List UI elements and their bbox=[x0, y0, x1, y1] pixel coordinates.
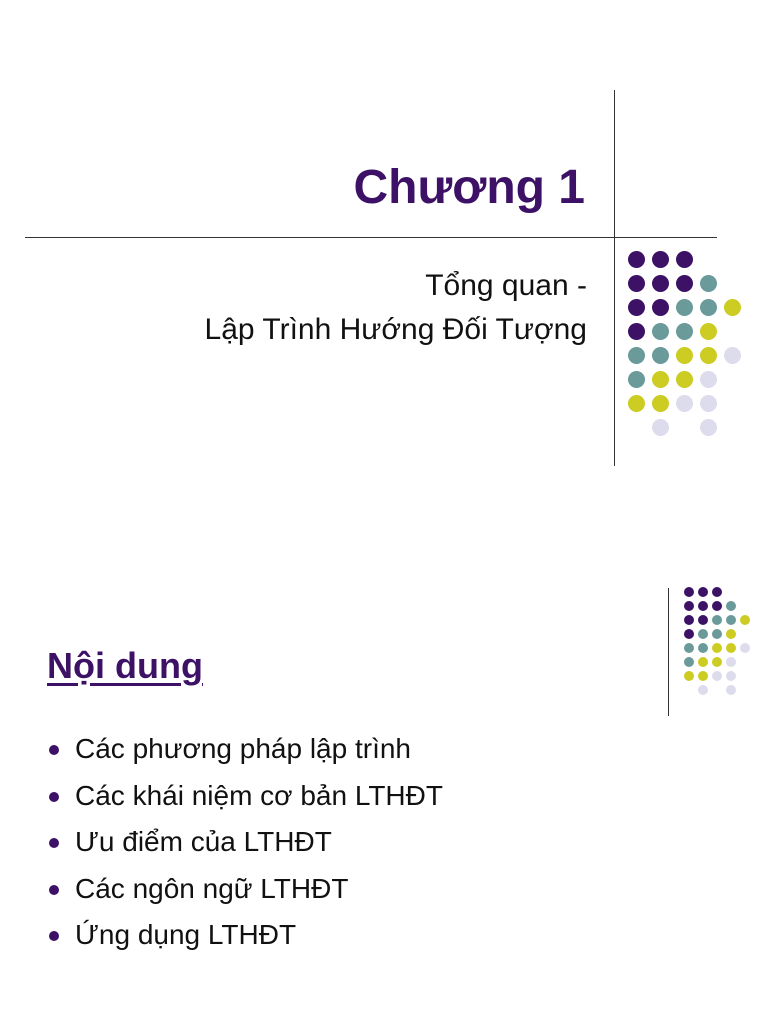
vertical-divider-small bbox=[668, 588, 669, 716]
decorative-dot bbox=[684, 671, 694, 681]
decorative-dot bbox=[700, 347, 717, 364]
decorative-dot bbox=[712, 657, 722, 667]
decorative-dot bbox=[652, 323, 669, 340]
decorative-dot bbox=[726, 615, 736, 625]
bullet-icon bbox=[49, 792, 59, 802]
list-item bbox=[47, 819, 443, 866]
decorative-dot bbox=[628, 347, 645, 364]
contents-heading: Nội dung bbox=[47, 645, 203, 686]
decorative-dot bbox=[700, 323, 717, 340]
list-item-text: Ưu điểm của LTHĐT bbox=[75, 826, 332, 857]
decorative-dot bbox=[700, 419, 717, 436]
contents-slide bbox=[0, 540, 768, 1024]
decorative-dot bbox=[684, 657, 694, 667]
list-item bbox=[47, 773, 443, 820]
list-item-text: Các phương pháp lập trình bbox=[75, 733, 411, 764]
decorative-dot bbox=[652, 419, 669, 436]
slide-subtitle bbox=[205, 264, 587, 352]
decorative-dot bbox=[628, 323, 645, 340]
bullet-icon bbox=[49, 931, 59, 941]
decorative-dot bbox=[740, 643, 750, 653]
decorative-dot bbox=[698, 615, 708, 625]
decorative-dot bbox=[712, 587, 722, 597]
decorative-dot bbox=[628, 371, 645, 388]
decorative-dot bbox=[628, 275, 645, 292]
horizontal-divider bbox=[25, 237, 717, 238]
decorative-dot bbox=[712, 643, 722, 653]
decorative-dot bbox=[726, 601, 736, 611]
decorative-dot bbox=[676, 299, 693, 316]
decorative-dot bbox=[698, 657, 708, 667]
decorative-dot bbox=[684, 587, 694, 597]
decorative-dot bbox=[676, 251, 693, 268]
decorative-dot bbox=[652, 371, 669, 388]
list-item-text: Các khái niệm cơ bản LTHĐT bbox=[75, 779, 443, 811]
decorative-dot bbox=[724, 347, 741, 364]
decorative-dot bbox=[684, 615, 694, 625]
decorative-dot bbox=[698, 643, 708, 653]
list-item-text: Các ngôn ngữ LTHĐT bbox=[75, 872, 349, 904]
decorative-dot bbox=[698, 629, 708, 639]
decorative-dot bbox=[700, 395, 717, 412]
decorative-dot bbox=[628, 251, 645, 268]
decorative-dot bbox=[676, 371, 693, 388]
decorative-dot bbox=[726, 643, 736, 653]
subtitle-line-1: Tổng quan - bbox=[425, 269, 587, 302]
decorative-dot bbox=[700, 275, 717, 292]
decorative-dot bbox=[628, 299, 645, 316]
decorative-dot bbox=[652, 299, 669, 316]
list-item bbox=[47, 726, 443, 773]
decorative-dot bbox=[698, 685, 708, 695]
decorative-dot bbox=[684, 629, 694, 639]
decorative-dot bbox=[684, 601, 694, 611]
decorative-dot bbox=[684, 643, 694, 653]
contents-list bbox=[47, 726, 443, 959]
decorative-dot bbox=[726, 629, 736, 639]
decorative-dot bbox=[676, 323, 693, 340]
decorative-dot bbox=[652, 347, 669, 364]
decorative-dot bbox=[652, 395, 669, 412]
decorative-dot bbox=[628, 395, 645, 412]
decorative-dot bbox=[676, 275, 693, 292]
decorative-dot bbox=[726, 685, 736, 695]
decorative-dot bbox=[724, 299, 741, 316]
decorative-dot bbox=[652, 251, 669, 268]
decorative-dot bbox=[712, 601, 722, 611]
decorative-dot bbox=[726, 671, 736, 681]
decorative-dot bbox=[676, 347, 693, 364]
decorative-dot bbox=[698, 601, 708, 611]
bullet-icon bbox=[49, 838, 59, 848]
slide-title: Chương 1 bbox=[353, 161, 585, 214]
decorative-dot bbox=[726, 657, 736, 667]
list-item bbox=[47, 912, 443, 959]
subtitle-line-2: Lập Trình Hướng Đối Tượng bbox=[204, 313, 587, 346]
list-item bbox=[47, 866, 443, 913]
decorative-dot bbox=[712, 671, 722, 681]
vertical-divider bbox=[614, 90, 615, 466]
list-item-text: Ứng dụng LTHĐT bbox=[75, 919, 297, 950]
decorative-dot bbox=[698, 671, 708, 681]
decorative-dot bbox=[700, 299, 717, 316]
decorative-dot bbox=[740, 615, 750, 625]
decorative-dot bbox=[676, 395, 693, 412]
decorative-dot bbox=[712, 629, 722, 639]
title-slide bbox=[0, 0, 768, 500]
bullet-icon bbox=[49, 745, 59, 755]
bullet-icon bbox=[49, 885, 59, 895]
decorative-dot bbox=[698, 587, 708, 597]
decorative-dot bbox=[652, 275, 669, 292]
decorative-dot bbox=[700, 371, 717, 388]
decorative-dot bbox=[712, 615, 722, 625]
